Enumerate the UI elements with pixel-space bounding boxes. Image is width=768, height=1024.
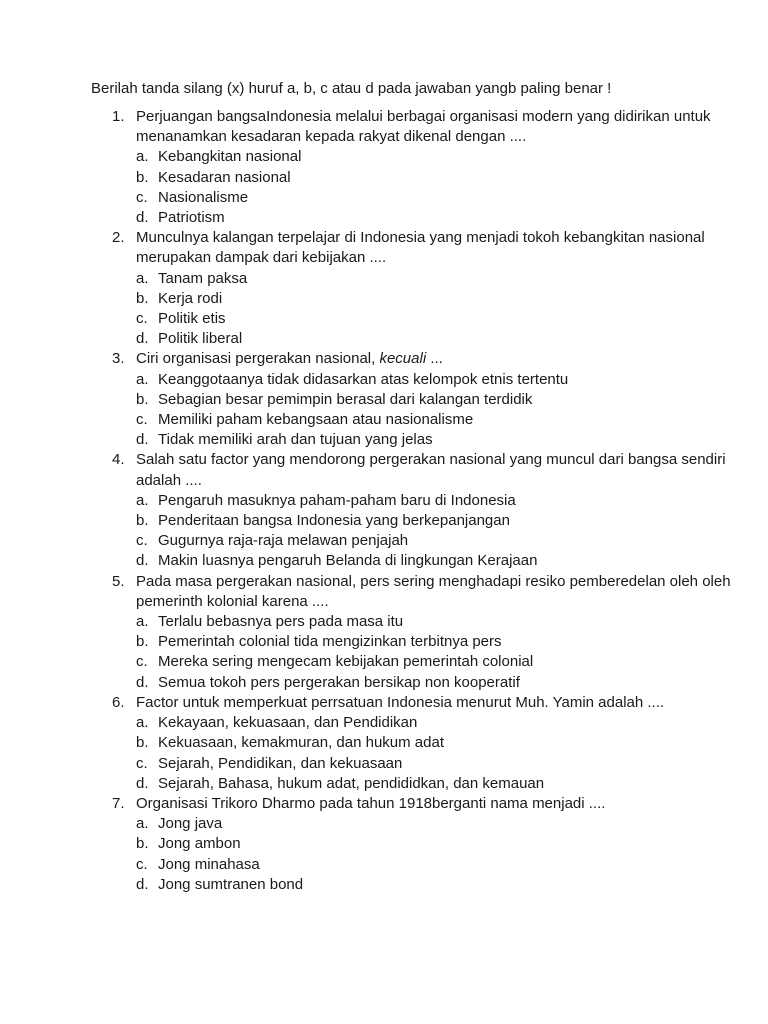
option-list xyxy=(91,269,768,350)
option-item xyxy=(91,390,768,410)
option-text: Makin luasnya pengaruh Belanda di lingkungan Kerajaan xyxy=(158,552,538,570)
option-item xyxy=(91,814,768,834)
option-letter: b. xyxy=(136,512,149,530)
option-letter: a. xyxy=(136,148,149,166)
instruction-text: Berilah tanda silang (x) huruf a, b, c atau d pada jawaban yangb paling benar ! xyxy=(91,80,612,97)
option-list xyxy=(91,612,768,693)
option-text: Pemerintah colonial tida mengizinkan terbitnya pers xyxy=(158,633,502,651)
question-item xyxy=(91,107,768,228)
option-text: Kekayaan, kekuasaan, dan Pendidikan xyxy=(158,714,418,732)
question-number: 2. xyxy=(112,229,125,247)
option-text: Terlalu bebasnya pers pada masa itu xyxy=(158,613,404,631)
option-text: Kesadaran nasional xyxy=(158,168,291,186)
option-list xyxy=(91,713,768,794)
option-letter: d. xyxy=(136,431,149,449)
option-list xyxy=(91,370,768,451)
option-item xyxy=(91,147,768,167)
option-item xyxy=(91,289,768,309)
option-item xyxy=(91,834,768,854)
option-text: Kebangkitan nasional xyxy=(158,148,302,166)
option-item xyxy=(91,652,768,672)
option-letter: d. xyxy=(136,875,149,893)
option-item xyxy=(91,208,768,228)
option-text: Gugurnya raja-raja melawan penjajah xyxy=(158,532,409,550)
option-letter: a. xyxy=(136,491,149,509)
option-letter: a. xyxy=(136,815,149,833)
option-item xyxy=(91,511,768,531)
option-item xyxy=(91,188,768,208)
option-text: Semua tokoh pers pergerakan bersikap non kooperatif xyxy=(158,673,520,691)
option-letter: c. xyxy=(136,411,148,429)
option-text: Penderitaan bangsa Indonesia yang berkepanjangan xyxy=(158,512,510,530)
question-item xyxy=(91,794,768,895)
option-text: Politik liberal xyxy=(158,330,243,348)
option-text: Jong ambon xyxy=(158,835,241,853)
option-item xyxy=(91,774,768,794)
option-letter: b. xyxy=(136,734,149,752)
option-text: Kekuasaan, kemakmuran, dan hukum adat xyxy=(158,734,445,752)
option-letter: a. xyxy=(136,613,149,631)
option-letter: c. xyxy=(136,754,148,772)
option-letter: a. xyxy=(136,370,149,388)
option-item xyxy=(91,309,768,329)
option-letter: b. xyxy=(136,168,149,186)
question-item xyxy=(91,228,768,349)
option-text: Jong minahasa xyxy=(158,855,260,873)
option-letter: b. xyxy=(136,289,149,307)
option-item xyxy=(91,733,768,753)
question-item xyxy=(91,693,768,794)
option-item xyxy=(91,612,768,632)
option-list xyxy=(91,814,768,895)
option-item xyxy=(91,430,768,450)
question-item xyxy=(91,450,768,571)
option-text: Sejarah, Pendidikan, dan kekuasaan xyxy=(158,754,403,772)
question-number: 4. xyxy=(112,451,125,469)
option-letter: b. xyxy=(136,633,149,651)
option-text: Sejarah, Bahasa, hukum adat, pendididkan, dan kemauan xyxy=(158,774,545,792)
option-letter: d. xyxy=(136,673,149,691)
question-text-part: ... xyxy=(426,350,443,368)
option-item xyxy=(91,551,768,571)
question-text: Munculnya kalangan terpelajar di Indonesia yang menjadi tokoh kebangkitan nasional merupakan dampak dari kebijakan .... xyxy=(136,229,705,267)
option-item xyxy=(91,531,768,551)
option-item xyxy=(91,491,768,511)
option-letter: c. xyxy=(136,188,148,206)
question-number: 1. xyxy=(112,108,125,125)
option-list xyxy=(91,147,768,228)
option-text: Keanggotaanya tidak didasarkan atas kelompok etnis tertentu xyxy=(158,370,569,388)
question-number: 3. xyxy=(112,350,125,368)
option-item xyxy=(91,713,768,733)
option-text: Jong java xyxy=(158,815,223,833)
option-letter: b. xyxy=(136,835,149,853)
option-text: Politik etis xyxy=(158,310,226,328)
option-letter: c. xyxy=(136,310,148,328)
option-item xyxy=(91,269,768,289)
question-text: Organisasi Trikoro Dharmo pada tahun 1918berganti nama menjadi .... xyxy=(136,794,606,812)
option-text: Tanam paksa xyxy=(158,269,248,287)
option-text: Pengaruh masuknya paham-paham baru di Indonesia xyxy=(158,491,516,509)
question-number: 6. xyxy=(112,693,125,711)
question-number: 5. xyxy=(112,572,125,590)
question-text: Factor untuk memperkuat perrsatuan Indonesia menurut Muh. Yamin adalah .... xyxy=(136,693,665,711)
option-letter: c. xyxy=(136,532,148,550)
option-letter: b. xyxy=(136,390,149,408)
option-text: Mereka sering mengecam kebijakan pemerintah colonial xyxy=(158,653,534,671)
option-text: Patriotism xyxy=(158,209,225,227)
question-text: Perjuangan bangsaIndonesia melalui berbagai organisasi modern yang didirikan untuk menanamkan kesadaran kepada rakyat dikenal dengan .... xyxy=(136,108,711,146)
option-item xyxy=(91,632,768,652)
question-text: Salah satu factor yang mendorong pergerakan nasional yang muncul dari bangsa sendiri adalah .... xyxy=(136,451,726,489)
option-letter: c. xyxy=(136,653,148,671)
option-letter: a. xyxy=(136,714,149,732)
option-item xyxy=(91,754,768,774)
option-letter: d. xyxy=(136,774,149,792)
option-text: Tidak memiliki arah dan tujuan yang jelas xyxy=(158,431,433,449)
option-text: Nasionalisme xyxy=(158,188,249,206)
option-letter: d. xyxy=(136,209,149,227)
option-item xyxy=(91,410,768,430)
question-emphasis: kecuali xyxy=(379,350,427,368)
question-text: Pada masa pergerakan nasional, pers sering menghadapi resiko pemberedelan oleh oleh pemerinth kolonial karena .... xyxy=(136,572,731,610)
option-letter: c. xyxy=(136,855,148,873)
question-text xyxy=(91,349,768,369)
option-letter: a. xyxy=(136,269,149,287)
option-item xyxy=(91,855,768,875)
option-item xyxy=(91,168,768,188)
option-item xyxy=(91,673,768,693)
option-text: Jong sumtranen bond xyxy=(158,875,304,893)
question-text-part: Ciri organisasi pergerakan nasional, xyxy=(136,350,380,368)
option-text: Sebagian besar pemimpin berasal dari kalangan terdidik xyxy=(158,390,533,408)
option-list xyxy=(91,491,768,572)
question-item xyxy=(91,349,768,450)
question-item xyxy=(91,572,768,693)
option-item xyxy=(91,875,768,895)
option-item xyxy=(91,370,768,390)
question-number: 7. xyxy=(112,794,125,812)
option-letter: d. xyxy=(136,552,149,570)
question-list xyxy=(91,107,768,895)
option-letter: d. xyxy=(136,330,149,348)
option-text: Kerja rodi xyxy=(158,289,223,307)
option-text: Memiliki paham kebangsaan atau nasionalisme xyxy=(158,411,474,429)
option-item xyxy=(91,329,768,349)
